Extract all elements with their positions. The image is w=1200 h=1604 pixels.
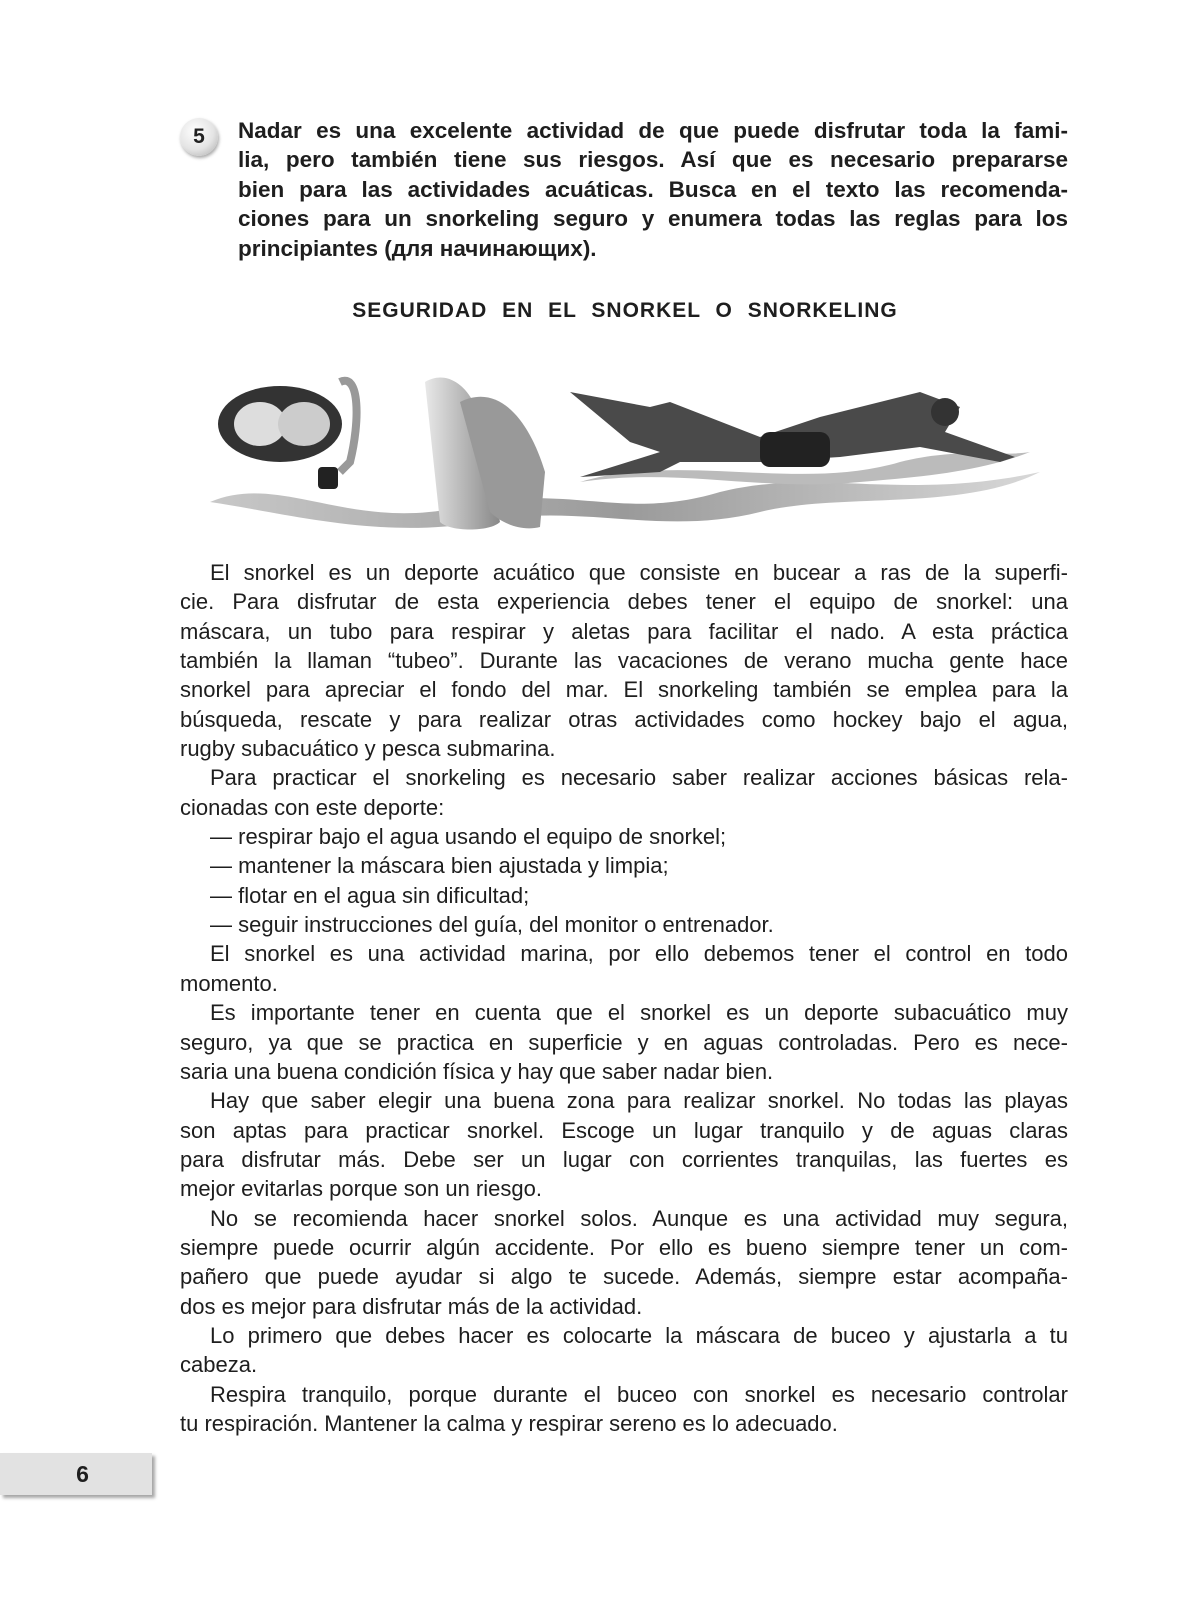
text-line: — seguir instrucciones del guía, del monitor o entrenador.	[210, 912, 774, 938]
text-line: momento.	[180, 970, 278, 996]
text-line: Hay que saber elegir una buena zona para realizar snorkel. No todas las playas	[210, 1088, 1068, 1114]
text-line: mejor evitarlas porque son un riesgo.	[180, 1176, 542, 1202]
text-line: son aptas para practicar snorkel. Escoge un lugar tranquilo y de aguas claras	[180, 1117, 1068, 1143]
text-line: Para practicar el snorkeling es necesario saber realizar acciones básicas rela-	[210, 765, 1068, 791]
text-line: El snorkel es un deporte acuático que consiste en bucear a ras de la superfi-	[210, 560, 1068, 585]
text-line: cie. Para disfrutar de esta experiencia debes tener el equipo de snorkel: una	[180, 589, 1068, 615]
instruction-line: lia, pero también tiene sus riesgos. Así que es necesario prepararse	[238, 147, 1068, 173]
text-line: también la llaman “tubeo”. Durante las vacaciones de verano mucha gente hace	[180, 648, 1068, 674]
paragraph	[180, 1321, 1068, 1380]
text-line: Respira tranquilo, porque durante el buceo con snorkel es necesario controlar	[210, 1381, 1068, 1407]
list-item	[180, 822, 1068, 851]
list-item	[180, 881, 1068, 910]
paragraph	[180, 763, 1068, 822]
paragraph	[180, 1086, 1068, 1203]
text-line: cionadas con este deporte:	[180, 794, 445, 820]
text-line: rugby subacuático y pesca submarina.	[180, 736, 556, 762]
instruction-line: bien para las actividades acuáticas. Busca en el texto las recomenda-	[238, 176, 1068, 202]
paragraph	[180, 558, 1068, 763]
article-title: SEGURIDAD EN EL SNORKEL O SNORKELING	[352, 299, 898, 322]
text-line: Es importante tener en cuenta que el snorkel es un deporte subacuático muy	[210, 1000, 1068, 1026]
text-line: siempre puede ocurrir algún accidente. Por ello es bueno siempre tener un com-	[180, 1234, 1068, 1260]
text-line: — mantener la máscara bien ajustada y limpia;	[210, 853, 669, 879]
snorkeling-illustration	[200, 362, 1050, 532]
text-line: pañero que puede ayudar si algo te sucede. Además, siempre estar acompaña-	[180, 1264, 1068, 1290]
text-line: — respirar bajo el agua usando el equipo de snorkel;	[210, 824, 727, 850]
diving-mask-icon	[218, 381, 357, 489]
exercise-instructions	[238, 116, 1068, 263]
article-body	[180, 558, 1068, 1438]
paragraph	[180, 1380, 1068, 1439]
text-line: No se recomienda hacer snorkel solos. Aunque es una actividad muy segura,	[210, 1205, 1068, 1231]
text-line: búsqueda, rescate y para realizar otras actividades como hockey bajo el agua,	[180, 706, 1068, 732]
page-number-tab	[0, 1453, 152, 1495]
instruction-line: Nadar es una excelente actividad de que puede disfrutar toda la fami-	[238, 118, 1068, 143]
instruction-line: principiantes (для начинающих).	[238, 235, 597, 261]
list-item	[180, 910, 1068, 939]
exercise-number-badge: 5	[180, 118, 218, 156]
list-item	[180, 851, 1068, 880]
text-line: saria una buena condición física y hay que saber nadar bien.	[180, 1058, 774, 1084]
text-line: seguro, ya que se practica en superficie y en aguas controladas. Pero es nece-	[180, 1029, 1068, 1055]
text-line: Lo primero que debes hacer es colocarte la máscara de buceo y ajustarla a tu	[210, 1322, 1068, 1348]
text-line: snorkel para apreciar el fondo del mar. El snorkeling también se emplea para la	[180, 677, 1068, 703]
text-line: dos es mejor para disfrutar más de la actividad.	[180, 1293, 643, 1319]
fins-icon	[425, 378, 545, 530]
text-line: máscara, un tubo para respirar y aletas para facilitar el nado. A esta práctica	[180, 618, 1068, 644]
paragraph	[180, 998, 1068, 1086]
text-line: El snorkel es una actividad marina, por ello debemos tener el control en todo	[210, 941, 1068, 967]
instruction-line: ciones para un snorkeling seguro y enumera todas las reglas para los	[238, 206, 1068, 232]
paragraph	[180, 939, 1068, 998]
text-line: — flotar en el agua sin dificultad;	[210, 882, 530, 908]
text-line: cabeza.	[180, 1352, 258, 1378]
text-line: para disfrutar más. Debe ser un lugar con corrientes tranquilas, las fuertes es	[180, 1146, 1068, 1172]
text-line: tu respiración. Mantener la calma y respirar sereno es lo adecuado.	[180, 1410, 838, 1436]
page-number: 6	[76, 1461, 89, 1487]
paragraph	[180, 1204, 1068, 1321]
